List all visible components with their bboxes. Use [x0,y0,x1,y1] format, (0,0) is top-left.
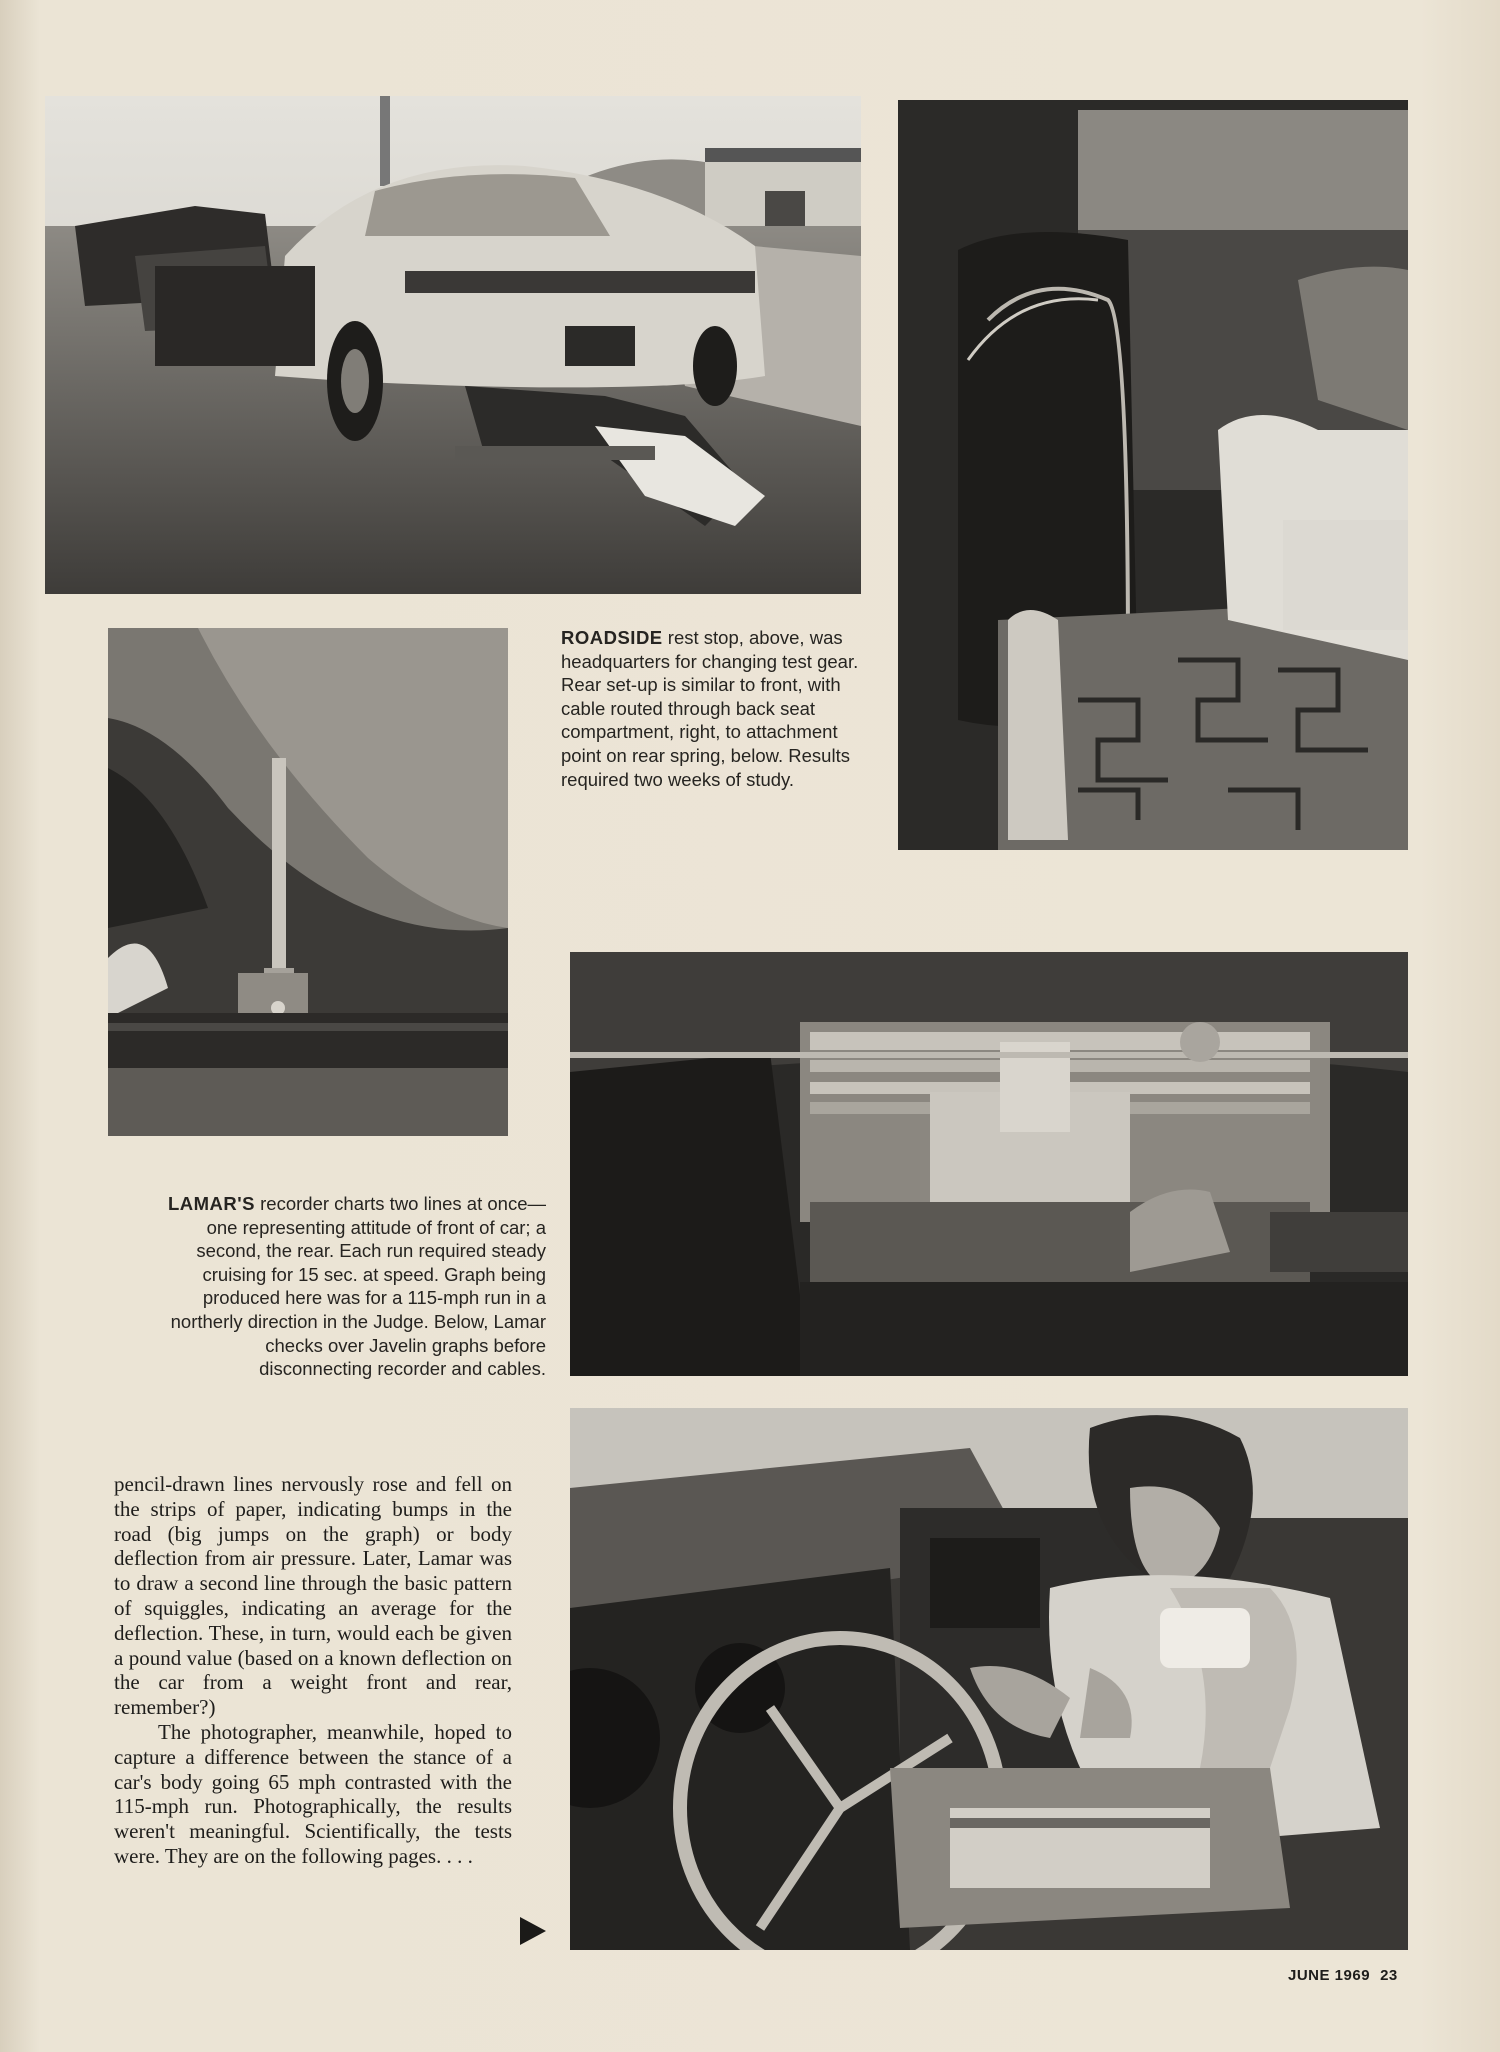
continue-arrow-icon [520,1917,546,1945]
photo-lamar-interior [570,1408,1408,1950]
page-footer [1288,1967,1398,1984]
article-paragraph: pencil-drawn lines nervously rose and fell on the strips of paper, indicating bumps in the road (big jumps on the graph) or body deflection from air pressure. Later, Lamar was to draw a second line through the basic pattern of squiggles, indicating an average for the deflection. These, in turn, would each be given a pound value (based on a known deflection on the car from a weight front and rear, remember?) [114,1472,512,1720]
photo-recorder-console [570,952,1408,1376]
caption-roadside-lead: ROADSIDE [561,627,663,648]
article-paragraph: The photographer, meanwhile, hoped to capture a difference between the stance of a car's body going 65 mph contrasted with the 115-mph run. Photographically, the results weren't meaningful. Scientifically, the tests were. They are on the following pages. . . . [114,1719,512,1868]
caption-roadside [561,626,861,791]
article-body [114,1472,512,1869]
caption-recorder-lead: LAMAR'S [167,1193,255,1214]
photo-seat-cable [898,100,1408,850]
photo-car-rest-stop [45,96,861,594]
page-number: 23 [1380,1967,1398,1984]
caption-roadside-text: rest stop, above, was headquarters for changing test gear. Rear set-up is similar to front, with cable routed through back seat compartment, right, to attachment point on rear spring, below. Results required two weeks of study. [561,627,859,790]
issue-date: JUNE 1969 [1288,1967,1371,1984]
caption-recorder-text: recorder charts two lines at once—one representing attitude of front of car; a second, the rear. Each run required steady cruising for 15 sec. at speed. Graph being produced here was for a 115-mph run in a northerly direction in the Judge. Below, Lamar checks over Javelin graphs before disconnecting recorder and cables. [170,1193,546,1380]
caption-recorder [150,1192,546,1381]
photo-rear-spring [108,628,508,1136]
